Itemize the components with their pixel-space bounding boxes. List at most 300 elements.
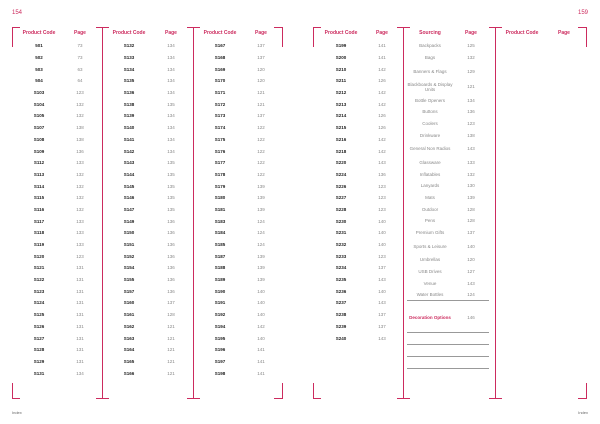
index-row xyxy=(16,215,98,227)
index-row xyxy=(106,52,190,64)
index-row xyxy=(318,52,400,64)
frame-mark xyxy=(274,27,282,28)
index-row xyxy=(318,40,400,52)
page-ref: 120 xyxy=(467,257,475,263)
product-code: S138 xyxy=(123,101,135,107)
sourcing-row xyxy=(407,52,489,64)
index-row xyxy=(106,87,190,99)
index-row xyxy=(16,285,98,297)
page-ref: 124 xyxy=(257,242,265,248)
page-ref: 129 xyxy=(467,68,475,74)
product-code: S176 xyxy=(214,148,226,154)
product-code: S165 xyxy=(123,358,135,364)
page-ref: 141 xyxy=(378,43,386,49)
sourcing-row xyxy=(407,129,489,141)
page-ref: 123 xyxy=(378,183,386,189)
product-code: S191 xyxy=(214,300,226,306)
sourcing-row xyxy=(407,203,489,215)
frame-mark xyxy=(586,383,587,399)
product-code: S195 xyxy=(214,335,226,341)
index-row xyxy=(197,262,279,274)
index-row xyxy=(16,180,98,192)
frame-mark xyxy=(397,398,410,399)
index-row xyxy=(106,169,190,181)
page-ref: 138 xyxy=(467,132,475,138)
product-code: S162 xyxy=(123,323,135,329)
page-ref: 134 xyxy=(167,113,175,119)
index-row xyxy=(106,180,190,192)
index-column-4 xyxy=(318,29,400,344)
page-ref: 132 xyxy=(76,183,84,189)
index-row xyxy=(197,297,279,309)
index-row xyxy=(16,297,98,309)
index-row xyxy=(106,239,190,251)
product-code: S133 xyxy=(123,55,135,61)
product-code: S194 xyxy=(214,323,226,329)
page-ref: 131 xyxy=(76,312,84,318)
page-ref: 121 xyxy=(257,90,265,96)
page-ref: 134 xyxy=(167,55,175,61)
frame-mark xyxy=(187,398,200,399)
product-code: S179 xyxy=(214,183,226,189)
index-row xyxy=(106,285,190,297)
product-code: S146 xyxy=(123,195,135,201)
page-ref: 142 xyxy=(378,136,386,142)
index-row xyxy=(197,367,279,379)
page-ref: 137 xyxy=(257,55,265,61)
page-ref: 123 xyxy=(378,206,386,212)
page-ref: 137 xyxy=(467,230,475,236)
frame-mark xyxy=(586,27,587,47)
product-code: S127 xyxy=(33,335,45,341)
index-row xyxy=(318,274,400,286)
index-row xyxy=(197,204,279,216)
product-code: 503 xyxy=(35,66,43,72)
product-code: S216 xyxy=(335,136,347,142)
page-ref: 136 xyxy=(76,148,84,154)
page-ref: 121 xyxy=(167,335,175,341)
index-row xyxy=(106,110,190,122)
index-row xyxy=(318,204,400,216)
page-ref: 143 xyxy=(378,300,386,306)
page-ref: 142 xyxy=(378,66,386,72)
sourcing-category: Drinkware xyxy=(419,132,441,138)
sourcing-row xyxy=(407,106,489,118)
frame-mark xyxy=(187,27,200,28)
page-ref: 122 xyxy=(257,171,265,177)
index-row xyxy=(197,87,279,99)
page-ref: 140 xyxy=(257,335,265,341)
page-number-right: 159 xyxy=(577,10,588,16)
product-code: S149 xyxy=(123,218,135,224)
product-code: S114 xyxy=(33,183,45,189)
index-row xyxy=(318,309,400,321)
page-ref: 120 xyxy=(257,78,265,84)
index-row xyxy=(106,367,190,379)
decoration-options-page: 146 xyxy=(467,315,475,321)
product-code: S157 xyxy=(123,288,135,294)
page-ref: 135 xyxy=(167,160,175,166)
page-ref: 121 xyxy=(257,101,265,107)
sourcing-row xyxy=(407,254,489,266)
sourcing-category: Inflatables xyxy=(419,171,441,177)
product-code: S232 xyxy=(335,242,347,248)
product-code: S236 xyxy=(335,288,347,294)
index-row xyxy=(106,75,190,87)
footer-right: Index xyxy=(578,410,588,415)
sourcing-row xyxy=(407,63,489,79)
index-row xyxy=(197,122,279,134)
page-ref: 135 xyxy=(167,101,175,107)
page-number-left: 154 xyxy=(12,10,23,16)
product-code: S163 xyxy=(123,335,135,341)
product-code: S104 xyxy=(33,101,45,107)
product-code: S172 xyxy=(214,101,226,107)
sourcing-row xyxy=(407,238,489,254)
product-code: S166 xyxy=(123,370,135,376)
product-code: S220 xyxy=(335,160,347,166)
product-code: S108 xyxy=(33,136,45,142)
index-row xyxy=(318,239,400,251)
index-row xyxy=(16,321,98,333)
page-ref: 64 xyxy=(77,78,83,84)
product-code: S134 xyxy=(123,66,135,72)
index-row xyxy=(106,192,190,204)
page-ref: 73 xyxy=(77,55,83,61)
product-code: S171 xyxy=(214,90,226,96)
page-ref: 123 xyxy=(76,90,84,96)
sourcing-category: Backpacks xyxy=(419,43,441,49)
product-code: S109 xyxy=(33,148,45,154)
product-code: S181 xyxy=(214,206,226,212)
product-code: S168 xyxy=(214,55,226,61)
page-ref: 141 xyxy=(257,370,265,376)
product-code: S238 xyxy=(335,312,347,318)
page-ref: 137 xyxy=(167,300,175,306)
index-row xyxy=(106,332,190,344)
product-code: S105 xyxy=(33,113,45,119)
product-code: S142 xyxy=(123,148,135,154)
index-row xyxy=(318,262,400,274)
index-row xyxy=(16,98,98,110)
sourcing-category: Outdoor xyxy=(421,206,439,212)
index-row xyxy=(197,332,279,344)
sourcing-row xyxy=(407,277,489,289)
page-ref: 133 xyxy=(76,218,84,224)
product-code: S151 xyxy=(123,242,135,248)
product-code-header: Product Code xyxy=(324,30,358,36)
index-row xyxy=(16,75,98,87)
product-code: S215 xyxy=(335,125,347,131)
index-row xyxy=(106,274,190,286)
index-row xyxy=(318,192,400,204)
frame-mark xyxy=(578,398,586,399)
sourcing-category: USB Drives xyxy=(418,268,442,274)
index-row xyxy=(318,297,400,309)
sourcing-category: Banners & Flags xyxy=(413,68,447,74)
page-ref: 135 xyxy=(167,171,175,177)
product-code: S231 xyxy=(335,230,347,236)
page-ref: 134 xyxy=(167,66,175,72)
sourcing-category: Glassware xyxy=(419,159,441,165)
product-code: S177 xyxy=(214,160,226,166)
sourcing-category: Coolers xyxy=(422,121,438,127)
page-ref: 140 xyxy=(378,218,386,224)
frame-mark xyxy=(12,27,20,28)
page-ref: 122 xyxy=(257,160,265,166)
page-ref: 121 xyxy=(167,323,175,329)
page-ref: 124 xyxy=(257,218,265,224)
page-ref: 124 xyxy=(467,291,475,297)
product-code: S230 xyxy=(335,218,347,224)
page-ref: 141 xyxy=(257,347,265,353)
product-code: S147 xyxy=(123,206,135,212)
product-code: S145 xyxy=(123,183,135,189)
page-ref: 122 xyxy=(257,148,265,154)
sourcing-column xyxy=(407,29,489,369)
page-ref: 124 xyxy=(257,230,265,236)
gutter-mark xyxy=(282,27,283,47)
product-code: S200 xyxy=(335,55,347,61)
page-ref: 136 xyxy=(167,230,175,236)
index-row xyxy=(106,134,190,146)
product-code: S160 xyxy=(123,300,135,306)
product-code: S189 xyxy=(214,277,226,283)
product-code: S235 xyxy=(335,277,347,283)
column-divider xyxy=(403,27,404,399)
product-code-header: Product Code xyxy=(112,30,146,36)
page-ref: 73 xyxy=(77,43,83,49)
product-code: S233 xyxy=(335,253,347,259)
page-ref: 143 xyxy=(467,146,475,152)
index-row xyxy=(106,356,190,368)
page-ref: 138 xyxy=(76,136,84,142)
page-ref: 136 xyxy=(167,253,175,259)
page-ref: 121 xyxy=(167,347,175,353)
product-code: S125 xyxy=(33,312,45,318)
blank-line xyxy=(407,357,489,369)
column-divider xyxy=(193,27,194,399)
product-code-header: Product Code xyxy=(203,30,237,36)
page-ref: 121 xyxy=(467,84,475,90)
product-code: S213 xyxy=(335,101,347,107)
page-ref: 136 xyxy=(167,277,175,283)
sourcing-category: Mats xyxy=(425,195,435,201)
index-column-6 xyxy=(499,29,583,37)
page-ref: 128 xyxy=(467,206,475,212)
page-ref: 133 xyxy=(467,159,475,165)
index-row xyxy=(197,215,279,227)
index-row xyxy=(16,110,98,122)
sourcing-category: Premium Gifts xyxy=(415,230,445,236)
sourcing-header: Sourcing xyxy=(419,30,441,36)
index-row xyxy=(16,169,98,181)
product-code: S103 xyxy=(33,90,45,96)
page-ref: 127 xyxy=(467,268,475,274)
page-ref: 139 xyxy=(257,253,265,259)
index-column-2 xyxy=(106,29,190,379)
page-ref: 131 xyxy=(76,347,84,353)
frame-mark xyxy=(313,398,321,399)
product-code: S164 xyxy=(123,347,135,353)
page-ref: 139 xyxy=(257,277,265,283)
product-code: S123 xyxy=(33,288,45,294)
sourcing-row xyxy=(407,227,489,239)
frame-mark xyxy=(489,398,502,399)
product-code: S192 xyxy=(214,312,226,318)
product-code: S212 xyxy=(335,90,347,96)
page-ref: 133 xyxy=(76,242,84,248)
sourcing-category: Lanyards xyxy=(420,183,440,189)
page-ref: 131 xyxy=(76,288,84,294)
page-ref: 122 xyxy=(257,125,265,131)
product-code: S119 xyxy=(33,242,45,248)
product-code: S211 xyxy=(335,78,347,84)
product-code: S124 xyxy=(33,300,45,306)
index-row xyxy=(197,75,279,87)
page-ref: 140 xyxy=(378,242,386,248)
product-code: S155 xyxy=(123,277,135,283)
page-ref: 142 xyxy=(378,90,386,96)
blank-line xyxy=(407,345,489,357)
index-row xyxy=(16,356,98,368)
page-ref: 142 xyxy=(378,148,386,154)
index-row xyxy=(197,52,279,64)
page-ref: 131 xyxy=(76,277,84,283)
product-code: S187 xyxy=(214,253,226,259)
sourcing-row xyxy=(407,79,489,95)
index-row xyxy=(197,169,279,181)
frame-mark xyxy=(12,398,20,399)
page-ref: 143 xyxy=(378,160,386,166)
index-row xyxy=(318,180,400,192)
page-header: Page xyxy=(465,30,477,36)
column-divider xyxy=(495,27,496,399)
page-ref: 131 xyxy=(76,300,84,306)
product-code: S167 xyxy=(214,43,226,49)
page-ref: 143 xyxy=(467,280,475,286)
frame-mark xyxy=(489,27,502,28)
sourcing-category: Pens xyxy=(424,218,436,224)
page-ref: 136 xyxy=(167,218,175,224)
page-ref: 139 xyxy=(257,206,265,212)
product-code: S214 xyxy=(335,113,347,119)
page-ref: 138 xyxy=(76,125,84,131)
sourcing-row xyxy=(407,266,489,278)
index-row xyxy=(318,122,400,134)
product-code: S150 xyxy=(123,230,135,236)
page-ref: 132 xyxy=(76,195,84,201)
index-row xyxy=(106,204,190,216)
page-header: Page xyxy=(74,30,86,36)
index-row xyxy=(106,344,190,356)
index-row xyxy=(197,40,279,52)
page-ref: 134 xyxy=(76,370,84,376)
product-code: S115 xyxy=(33,195,45,201)
index-row xyxy=(318,157,400,169)
product-code: S227 xyxy=(335,195,347,201)
column-divider xyxy=(102,27,103,399)
product-code: S139 xyxy=(123,113,135,119)
page-header: Page xyxy=(558,30,570,36)
product-code: S173 xyxy=(214,113,226,119)
product-code: S224 xyxy=(335,171,347,177)
page-header: Page xyxy=(165,30,177,36)
page-ref: 136 xyxy=(378,171,386,177)
page-header: Page xyxy=(376,30,388,36)
product-code: S152 xyxy=(123,253,135,259)
product-code: S190 xyxy=(214,288,226,294)
index-row xyxy=(318,250,400,262)
index-row xyxy=(106,63,190,75)
index-row xyxy=(318,215,400,227)
decoration-options-label: Decoration Options xyxy=(409,314,451,320)
gutter-mark xyxy=(282,383,283,399)
page-ref: 134 xyxy=(167,43,175,49)
index-row xyxy=(197,134,279,146)
product-code: S141 xyxy=(123,136,135,142)
blank-line xyxy=(407,333,489,345)
page-ref: 140 xyxy=(378,230,386,236)
page-ref: 136 xyxy=(167,242,175,248)
index-row xyxy=(106,309,190,321)
index-row xyxy=(16,239,98,251)
page-ref: 143 xyxy=(378,335,386,341)
product-code: S144 xyxy=(123,171,135,177)
page-ref: 139 xyxy=(257,183,265,189)
page-ref: 137 xyxy=(257,43,265,49)
page-ref: 131 xyxy=(76,265,84,271)
index-row xyxy=(16,344,98,356)
product-code: 502 xyxy=(35,55,43,61)
page-ref: 128 xyxy=(167,312,175,318)
index-row xyxy=(106,321,190,333)
index-column-3 xyxy=(197,29,279,379)
gutter-mark xyxy=(313,383,314,399)
product-code: S178 xyxy=(214,171,226,177)
page-ref: 133 xyxy=(76,160,84,166)
product-code: S188 xyxy=(214,265,226,271)
index-row xyxy=(318,87,400,99)
frame-mark xyxy=(397,27,410,28)
index-row xyxy=(106,40,190,52)
page-ref: 123 xyxy=(76,253,84,259)
product-code: S154 xyxy=(123,265,135,271)
page-ref: 142 xyxy=(257,323,265,329)
index-row xyxy=(16,157,98,169)
page-ref: 140 xyxy=(467,243,475,249)
product-code: S240 xyxy=(335,335,347,341)
index-row xyxy=(16,52,98,64)
product-code: S136 xyxy=(123,90,135,96)
sourcing-row xyxy=(407,215,489,227)
sourcing-category: Bags xyxy=(424,55,436,61)
frame-mark xyxy=(274,398,282,399)
index-row xyxy=(106,98,190,110)
index-row xyxy=(16,63,98,75)
index-row xyxy=(197,285,279,297)
page-ref: 132 xyxy=(76,113,84,119)
product-code: S228 xyxy=(335,206,347,212)
page-ref: 134 xyxy=(167,136,175,142)
page-ref: 141 xyxy=(257,358,265,364)
sourcing-category: Umbrellas xyxy=(419,257,441,263)
sourcing-category: Sports & Leisure xyxy=(413,243,447,249)
page-ref: 132 xyxy=(76,171,84,177)
page-ref: 133 xyxy=(76,230,84,236)
index-row xyxy=(197,63,279,75)
product-code: S161 xyxy=(123,312,135,318)
